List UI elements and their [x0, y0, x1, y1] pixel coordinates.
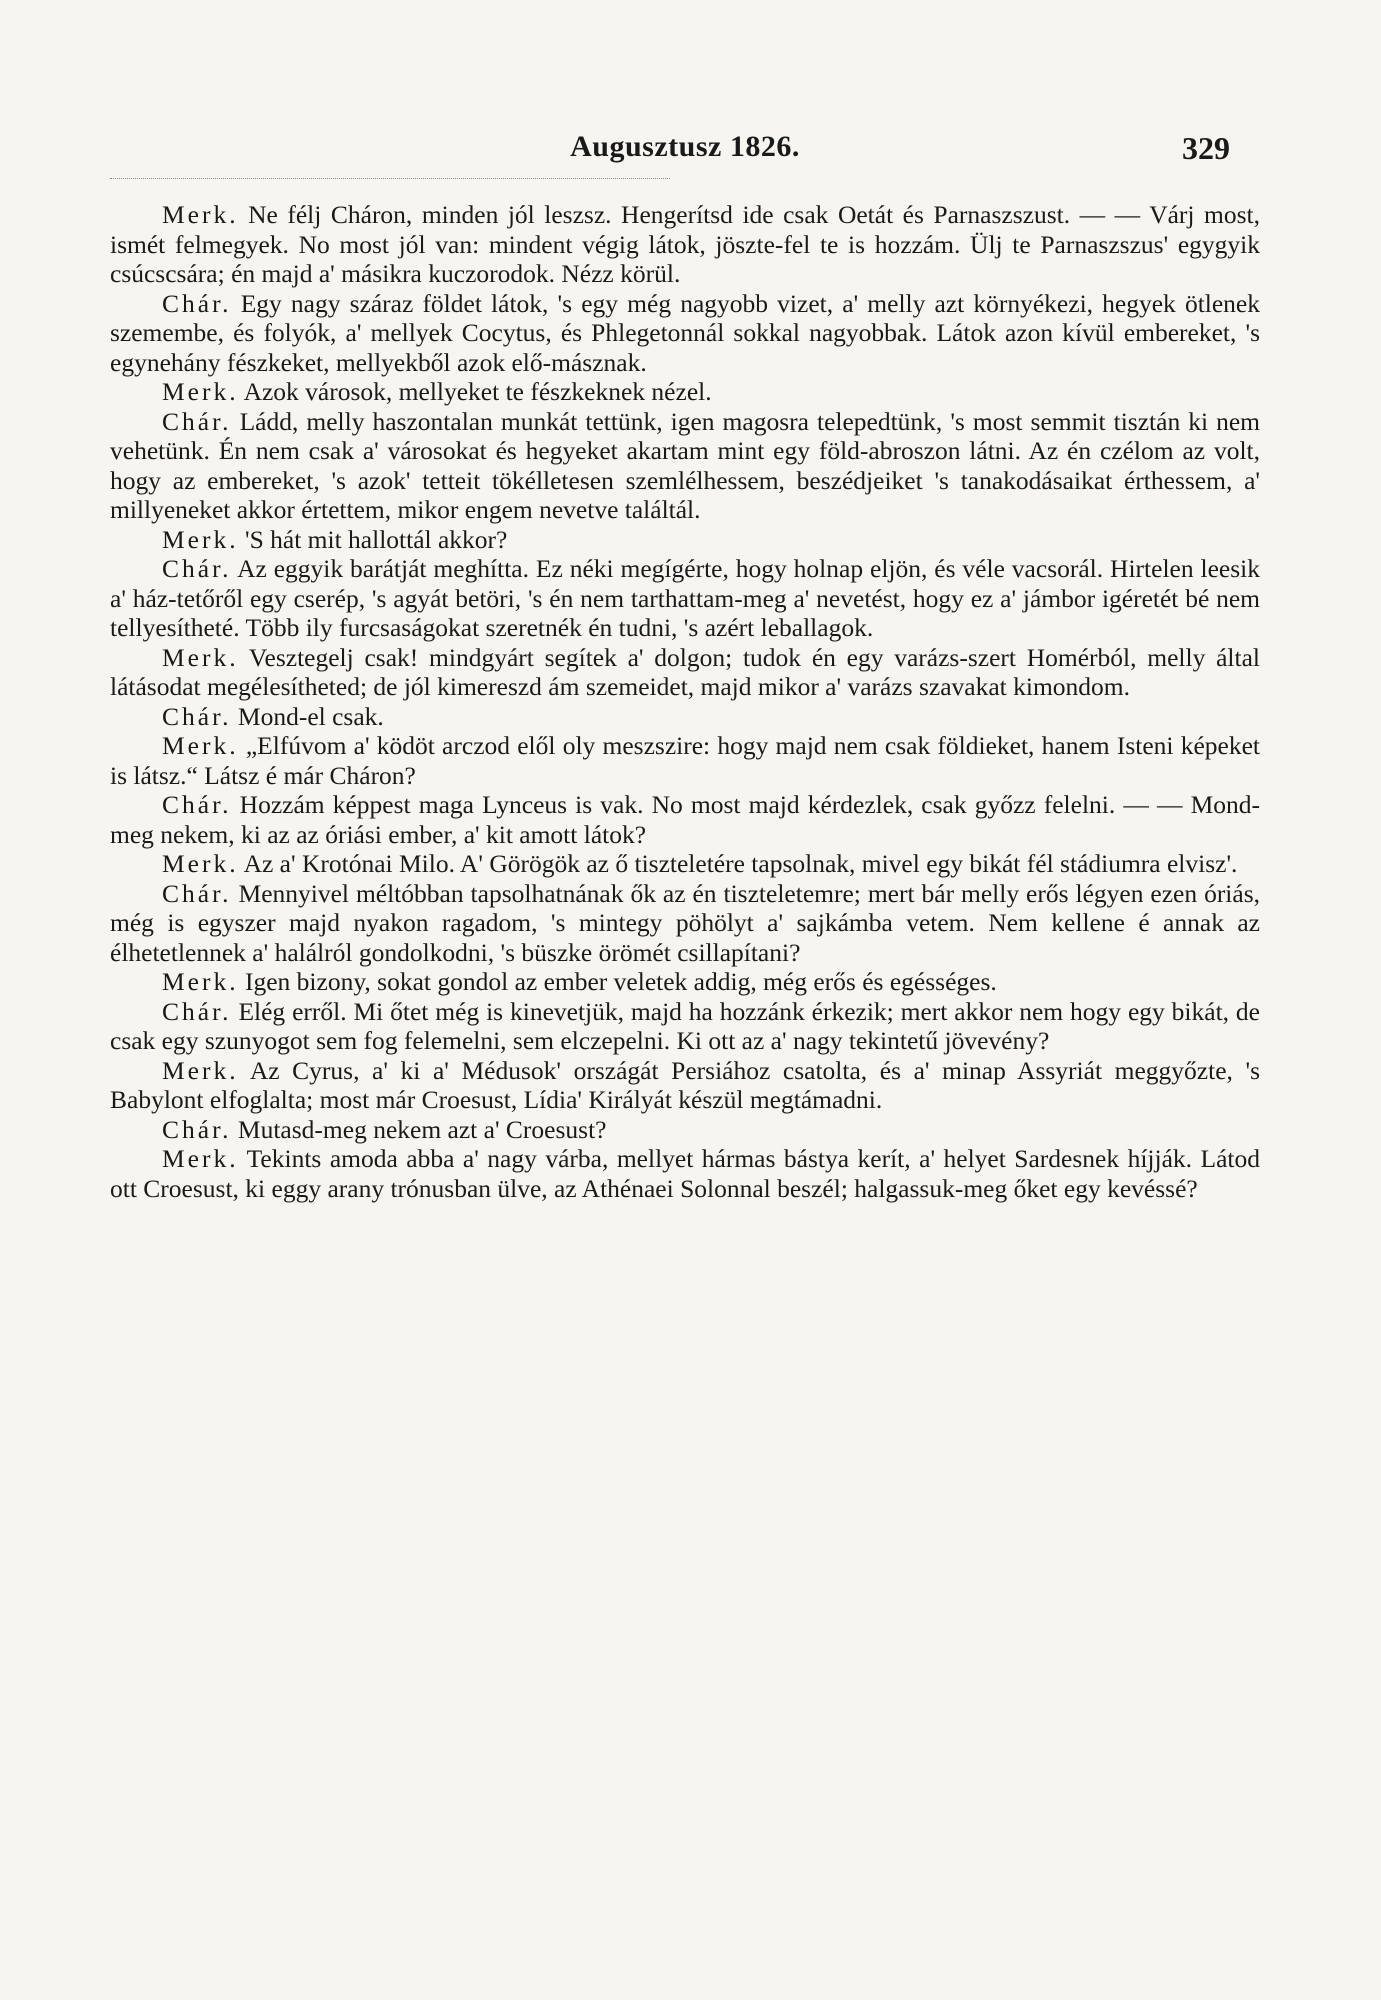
- paragraph-text: Egy nagy száraz földet látok, 's egy még nagyobb vizet, a' melly azt környékezi, hegyek ötlenek szemembe, és folyók, a' mellyek Cocytus, és Phlegetonnál sokkal nagyobbak. Látok azon kívül embereket, 's egynehány fészkeket, mellyekből azok elő-másznak.: [110, 288, 1260, 377]
- paragraph-text: 'S hát mit hallottál akkor?: [244, 524, 508, 554]
- paragraph: [110, 525, 1260, 555]
- speaker-name: Merk.: [162, 731, 239, 760]
- paragraph-text: Azok városok, mellyeket te fészkeknek nézel.: [243, 377, 712, 406]
- paragraph: [110, 879, 1260, 968]
- paragraph: [110, 1144, 1260, 1203]
- speaker-name: Merk.: [162, 1055, 239, 1085]
- dialogue-text: [110, 200, 1260, 1203]
- speaker-name: Merk.: [162, 1144, 239, 1173]
- paragraph: [110, 643, 1260, 702]
- speaker-name: Chár.: [162, 996, 232, 1026]
- paragraph-text: Az a' Krotónai Milo. A' Görögök az ő tiszteletére tapsolnak, mivel egy bikát fél stádiumra elvisz'.: [243, 849, 1238, 878]
- speaker-name: Chár.: [162, 878, 232, 908]
- speaker-name: Merk.: [162, 524, 239, 554]
- speaker-name: Merk.: [162, 849, 239, 878]
- speaker-name: Merk.: [162, 967, 239, 996]
- speaker-name: Merk.: [162, 642, 239, 672]
- paragraph-text: Hozzám képpest maga Lynceus is vak. No most majd kérdezlek, csak győzz felelni. — — Mond-meg nekem, ki az az óriási ember, a' kit amott látok?: [110, 790, 1261, 849]
- paragraph-text: Vesztegelj csak! mindgyárt segítek a' dolgon; tudok én egy varázs-szert Homérból, melly által látásodat megélesítheted; de jól kimereszd ám szemeidet, majd mikor a' varázs szavakat kimondom.: [110, 642, 1260, 701]
- paragraph-text: Az eggyik barátját meghítta. Ez néki megígérte, hogy holnap eljön, és véle vacsorál. Hirtelen leesik a' ház-tetőről egy cserép, 's agyát betöri, 's én nem tarthattam-meg a' nevetést, hogy ez a' jámbor igéretét bé nem tellyesítheté. Több ily furcsaságokat szeretnék én tudni, 's azért leballagok.: [110, 554, 1260, 642]
- paragraph-text: Ládd, melly haszontalan munkát tettünk, igen magosra telepedtünk, 's most semmit tisztán ki nem vehetünk. Én nem csak a' városokat és hegyeket akartam mint egy föld-abroszon látni. Az én czélom az volt, hogy az embereket, 's azok' tetteit tökélletesen szemlélhessem, beszédjeiket 's tanakodásaikat érthessem, a' millyeneket akkor értettem, mikor engem nevetve találtál.: [110, 406, 1260, 524]
- paragraph-text: Mennyivel méltóbban tapsolhatnának ők az én tiszteletemre; mert bár melly erős légyen ezen óriás, még is egyszer majd nyakon ragadom, 's mintegy pöhölyt a' sajkámba vetem. Nem kellene é annak az élhetetlennek a' halálról gondolkodni, 's büszke örömét csillapítani?: [110, 878, 1261, 967]
- speaker-name: Chár.: [162, 288, 232, 318]
- paragraph-text: Tekints amoda abba a' nagy várba, mellyet hármas bástya kerít, a' helyet Sardesnek híjják. Látod ott Croesust, ki eggy arany trónusban ülve, az Athénaei Solonnal beszél; halgassuk-meg őket egy kevéssé?: [110, 1144, 1260, 1203]
- speaker-name: Chár.: [162, 790, 232, 819]
- book-page: [110, 130, 1260, 1203]
- paragraph: [110, 849, 1260, 879]
- paragraph: [110, 377, 1260, 407]
- speaker-name: Chár.: [162, 406, 232, 436]
- paragraph: [110, 967, 1260, 997]
- speaker-name: Chár.: [162, 701, 232, 731]
- paragraph: [110, 997, 1260, 1056]
- running-title: Augusztusz 1826.: [570, 130, 800, 163]
- paragraph: [110, 407, 1260, 525]
- speaker-name: Merk.: [162, 377, 239, 406]
- paragraph-text: Az Cyrus, a' ki a' Médusok' országát Persiához csatolta, és a' minap Assyriát meggyőzte, 's Babylont elfoglalta; most már Croesust, Lídia' Királyát készül megtámadni.: [110, 1055, 1261, 1114]
- paragraph-text: Igen bizony, sokat gondol az ember veletek addig, még erős és egésséges.: [244, 967, 997, 996]
- paragraph: [110, 702, 1260, 732]
- paragraph: [110, 790, 1260, 849]
- paragraph: [110, 200, 1260, 289]
- paragraph: [110, 554, 1260, 643]
- paragraph: [110, 1115, 1260, 1145]
- paragraph-text: Mutasd-meg nekem azt a' Croesust?: [237, 1114, 607, 1144]
- paragraph-text: „Elfúvom a' ködöt arczod elől oly meszszire: hogy majd nem csak földieket, hanem Isteni képeket is látsz.“ Látsz é már Cháron?: [110, 731, 1261, 790]
- paragraph-text: Mond-el csak.: [237, 701, 384, 731]
- paragraph-text: Elég erről. Mi őtet még is kinevetjük, majd ha hozzánk érkezik; mert akkor nem hogy egy bikát, de csak egy szunyogot sem fog felemelni, sem elczepelni. Ki ott az a' nagy tekintetű jövevény?: [110, 996, 1260, 1055]
- paragraph-text: Ne félj Cháron, minden jól leszsz. Hengerítsd ide csak Oetát és Parnaszszust. — — Várj most, ismét felmegyek. No most jól van: mindent végig látok, jöszte-fel te is hozzám. Ülj te Parnaszszus' egygyik csúcscsára; én majd a' másikra kuczorodok. Nézz körül.: [110, 200, 1260, 288]
- speaker-name: Chár.: [162, 554, 232, 583]
- paragraph: [110, 731, 1260, 790]
- paragraph: [110, 1056, 1260, 1115]
- header-rule: [110, 178, 670, 179]
- speaker-name: Merk.: [162, 200, 239, 229]
- paragraph: [110, 289, 1260, 378]
- speaker-name: Chár.: [162, 1114, 232, 1144]
- running-head: [110, 130, 1260, 190]
- page-number: 329: [1182, 130, 1230, 166]
